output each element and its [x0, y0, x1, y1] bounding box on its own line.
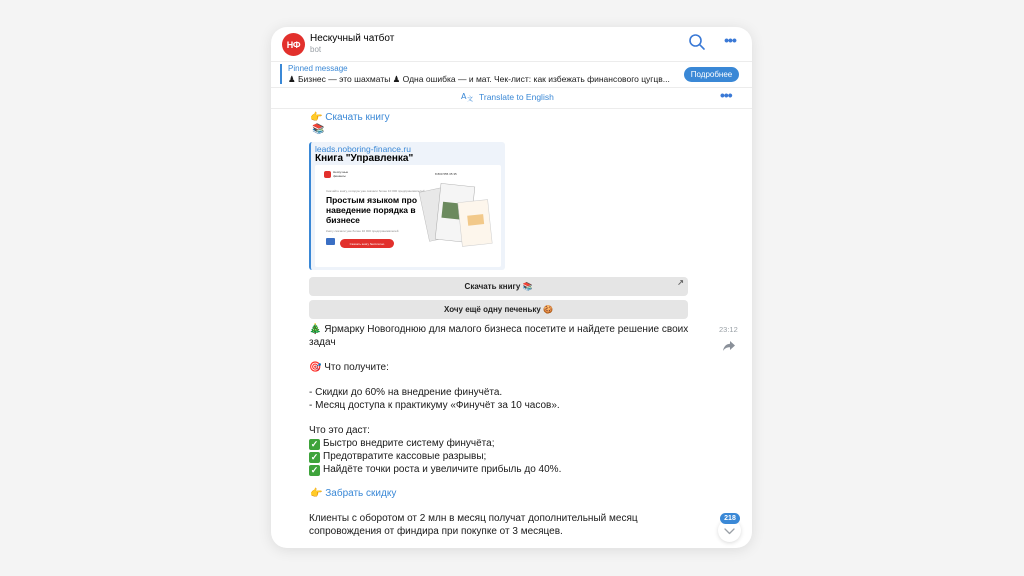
unread-count-badge: 218	[720, 513, 740, 524]
preview-cta: Скачать книгу бесплатно	[340, 239, 394, 248]
fair-text-line1: 🎄 Ярмарку Новогоднюю для малого бизнеса посетите и найдете решение своих	[309, 324, 689, 335]
gives-item	[309, 438, 495, 450]
books-icon: 📚	[312, 124, 325, 135]
preview-title: Книга "Управленка"	[315, 153, 414, 164]
preview-small-bottom: Книгу скачали уже более 10 000 предпринимателей	[326, 229, 399, 233]
download-book-link[interactable]	[310, 112, 390, 123]
point-right-icon: 👉	[310, 488, 323, 499]
clients-text-line2: сопровождения от финдира при покупке от 3 месяцев.	[309, 526, 563, 537]
fair-text-line2: задач	[309, 337, 336, 348]
download-book-button-label: Скачать книгу 📚	[464, 282, 533, 291]
gives-item	[309, 451, 486, 463]
gives-item-text: Быстро внедрите систему финучёта;	[323, 438, 495, 449]
get-item: - Месяц доступа к практикуму «Финучёт за 10 часов».	[309, 400, 560, 411]
message-time: 23:12	[719, 325, 738, 334]
svg-text:A: A	[461, 92, 467, 101]
pinned-indicator	[280, 64, 282, 84]
pinned-message-bar[interactable]	[271, 61, 752, 88]
checkmark-icon: ✓	[310, 452, 319, 462]
preview-image[interactable]	[315, 165, 501, 267]
chat-title[interactable]: Нескучный чатбот	[310, 33, 395, 44]
translate-button[interactable]	[461, 91, 554, 102]
checkmark-icon: ✓	[310, 465, 319, 475]
brand-logo-icon	[324, 171, 331, 178]
download-book-label: Скачать книгу	[325, 112, 390, 123]
pinned-label: Pinned message	[288, 64, 348, 73]
checkmark-icon: ✓	[310, 439, 319, 449]
more-cookie-button-label: Хочу ещё одну печеньку 🍪	[443, 305, 554, 314]
get-heading: 🎯 Что получите:	[309, 362, 389, 373]
point-right-icon: 👉	[310, 112, 323, 123]
preview-site[interactable]: leads.noboring-finance.ru	[315, 144, 411, 154]
avatar[interactable]: НФ	[282, 33, 305, 56]
discount-link[interactable]	[310, 488, 396, 499]
translate-label: Translate to English	[479, 91, 554, 102]
gives-item-text: Найдёте точки роста и увеличите прибыль до 40%.	[323, 464, 562, 475]
chat-window	[271, 27, 752, 548]
translate-icon	[461, 91, 473, 102]
external-link-icon: ↗	[677, 278, 684, 287]
download-book-button[interactable]	[309, 277, 688, 296]
preview-headline: Простым языком про наведение порядка в бизнесе	[326, 195, 418, 225]
discount-link-label: Забрать скидку	[325, 488, 397, 499]
gives-item-text: Предотвратите кассовые разрывы;	[323, 451, 487, 462]
message-list	[271, 109, 752, 548]
translate-bar	[271, 86, 752, 109]
svg-text:文: 文	[467, 96, 473, 102]
pinned-text: ♟ Бизнес — это шахматы ♟ Одна ошибка — и мат. Чек-лист: как избежать финансового цугцв...	[288, 74, 670, 84]
preview-phone: 8 800 555 35 35	[435, 172, 457, 176]
get-item: - Скидки до 60% на внедрение финучёта.	[309, 387, 503, 398]
chat-subtitle: bot	[310, 45, 322, 54]
translate-menu-icon[interactable]: •••	[720, 87, 732, 103]
more-cookie-button[interactable]	[309, 300, 688, 319]
clients-text-line1: Клиенты с оборотом от 2 млн в месяц получат дополнительный месяц	[309, 513, 638, 524]
more-menu-icon[interactable]: •••	[724, 32, 736, 48]
gives-item	[309, 464, 561, 476]
books-illustration-icon	[418, 179, 498, 259]
pinned-more-button[interactable]: Подробнее	[684, 67, 739, 82]
preview-small-top: Скачайте книгу, которую уже скачали более 10 000 предпринимателей	[326, 189, 425, 193]
search-icon[interactable]	[688, 33, 706, 51]
book-stack-icon	[326, 238, 335, 245]
preview-logo-text: Нескучные финансы	[333, 170, 349, 178]
chat-header	[271, 27, 752, 61]
gives-heading: Что это даст:	[309, 425, 370, 436]
share-icon[interactable]	[723, 338, 735, 348]
link-preview[interactable]	[309, 142, 505, 270]
